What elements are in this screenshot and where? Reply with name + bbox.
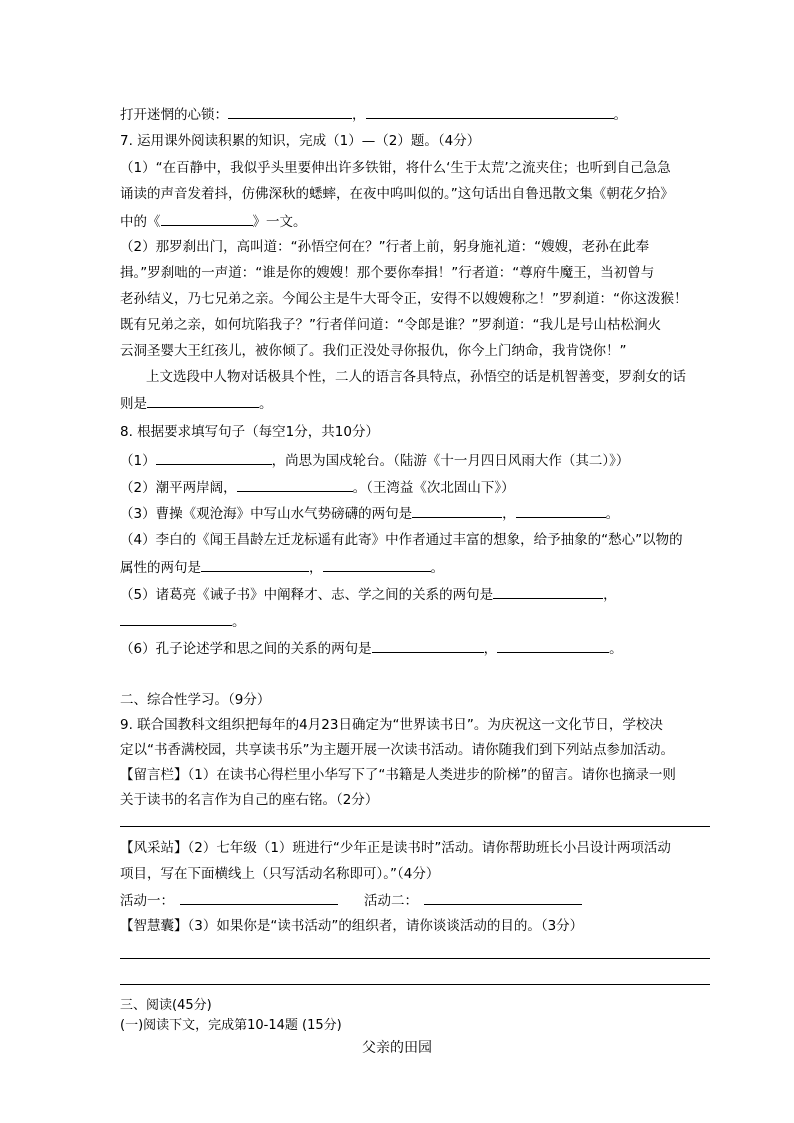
section-2-heading: 二、综合性学习。（9分） bbox=[120, 692, 271, 708]
answer-line-motto[interactable] bbox=[120, 826, 710, 827]
question-8: 8. 根据要求填写句子（每空1分，共10分） bbox=[120, 424, 379, 440]
text: 。 bbox=[232, 614, 246, 630]
q9-activities bbox=[120, 890, 582, 911]
q9-wisdom-bag: 【智慧囊】（3）如果你是“读书活动”的组织者，请你谈谈活动的目的。（3分） bbox=[120, 918, 584, 934]
text: ， bbox=[502, 506, 516, 522]
blank-q8-3b[interactable] bbox=[516, 503, 606, 518]
q9-style-station-2: 项目，写在下面横线上（只写活动名称即可）。”（4分） bbox=[120, 866, 440, 882]
q8-3 bbox=[120, 503, 619, 524]
blank-q8-4b[interactable] bbox=[323, 557, 431, 572]
text-unlock: 打开迷惘的心锁： bbox=[120, 107, 228, 123]
blank-2[interactable] bbox=[366, 104, 614, 119]
answer-line-purpose-1[interactable] bbox=[120, 958, 710, 959]
q9-style-station: 【风采站】（2）七年级（1）班进行“少年正是读书时”活动。请你帮助班长小吕设计两项活动 bbox=[120, 840, 671, 856]
q8-5-line-1 bbox=[120, 584, 617, 605]
text: ，尚思为国戍轮台。（陆游《十一月四日风雨大作（其二）》） bbox=[271, 453, 630, 469]
text: 则是 bbox=[120, 396, 147, 412]
q8-4-line-2 bbox=[120, 557, 444, 578]
text: 》一文。 bbox=[252, 214, 307, 230]
text: 。 bbox=[430, 560, 444, 576]
blank-q8-1[interactable] bbox=[156, 450, 272, 465]
q7-1-line-2: 诵读的声音发着抖，仿佛深秋的蟋蟀，在夜中呜叫似的。”这句话出自鲁迅散文集《朝花夕拾》 bbox=[120, 186, 674, 202]
blank-activity-1[interactable] bbox=[180, 890, 338, 905]
text: 中的《 bbox=[120, 214, 161, 230]
text: ， bbox=[309, 560, 323, 576]
blank-q8-5a[interactable] bbox=[493, 584, 603, 599]
text: ， bbox=[603, 587, 617, 603]
q9-message-board-2: 关于读书的名言作为自己的座右铭。（2分） bbox=[120, 792, 379, 808]
text: （2）潮平两岸阔， bbox=[120, 480, 237, 496]
blank-1[interactable] bbox=[228, 104, 352, 119]
q8-6 bbox=[120, 638, 623, 659]
text: ， bbox=[483, 641, 498, 657]
text: 。 bbox=[259, 396, 273, 412]
q9-line-1: 9. 联合国教科文组织把每年的4月23日确定为“世界读书日”。为庆祝这一文化节日，学校决 bbox=[120, 717, 663, 733]
text: 。 bbox=[605, 506, 620, 522]
q7-2-line-3: 老孙结义，乃七兄弟之亲。今闻公主是牛大哥令正，安得不以嫂嫂称之！”罗刹道：“你这泼猴！ bbox=[120, 291, 688, 307]
q8-1 bbox=[120, 450, 629, 471]
text: （1） bbox=[120, 453, 156, 469]
text: （3）曹操《观沧海》中写山水气势磅礴的两句是 bbox=[120, 506, 413, 522]
blank-q8-4a[interactable] bbox=[201, 557, 309, 572]
text: （6）孔子论述学和思之间的关系的两句是 bbox=[120, 641, 372, 657]
q9-line-2: 定以“书香满校园，共享读书乐”为主题开展一次读书活动。请你随我们到下列站点参加活动。 bbox=[120, 742, 674, 758]
label-activity-2: 活动二： bbox=[364, 893, 418, 909]
q8-2 bbox=[120, 477, 515, 498]
q8-5-line-2 bbox=[120, 611, 246, 632]
passage-title: 父亲的田园 bbox=[362, 1040, 432, 1056]
blank-q7-1[interactable] bbox=[161, 211, 253, 226]
q7-2-line-2: 揖。”罗刹咄的一声道：“谁是你的嫂嫂！那个要你奉揖！”行者道：“尊府牛魔王，当初曾与 bbox=[120, 265, 655, 281]
q7-1-line-1: （1）“在百静中，我似乎头里要伸出许多铁钳，将什么‘生于太荒’之流夹住；也听到自己急急 bbox=[120, 160, 671, 176]
section-3-heading: 三、阅读(45分) bbox=[120, 998, 212, 1013]
label-activity-1: 活动一： bbox=[120, 893, 174, 909]
answer-line-purpose-2[interactable] bbox=[120, 984, 710, 985]
blank-activity-2[interactable] bbox=[424, 890, 582, 905]
text: 。 bbox=[609, 641, 623, 657]
q7-2-line-4: 既有兄弟之亲，如何坑陷我子？”行者佯问道：“令郎是谁？”罗刹道：“我儿是号山枯松涧火 bbox=[120, 317, 661, 333]
q7-2-line-1: （2）那罗刹出门，高叫道：“孙悟空何在？”行者上前，躬身施礼道：“嫂嫂，老孙在此奉 bbox=[120, 239, 650, 255]
blank-q8-2[interactable] bbox=[237, 477, 353, 492]
comma: ， bbox=[352, 107, 366, 123]
question-7: 7. 运用课外阅读积累的知识，完成（1）—（2）题。（4分） bbox=[120, 133, 481, 149]
text: 。（王湾益《次北固山下》） bbox=[352, 480, 515, 496]
q7-1-line-3 bbox=[120, 211, 307, 232]
q8-4-line-1: （4）李白的《闻王昌龄左迁龙标遥有此寄》中作者通过丰富的想象，给予抽象的“愁心”以物的 bbox=[120, 532, 683, 548]
blank-q8-5b[interactable] bbox=[120, 611, 232, 626]
blank-q7-2[interactable] bbox=[147, 393, 259, 408]
blank-q8-6a[interactable] bbox=[372, 638, 484, 653]
q7-2-line-6: 上文选段中人物对话极具个性，二人的语言各具特点，孙悟空的话是机智善变，罗刹女的话 bbox=[146, 369, 686, 385]
q9-message-board: 【留言栏】（1）在读书心得栏里小华写下了“书籍是人类进步的阶梯”的留言。请你也摘录一则 bbox=[120, 767, 676, 783]
q7-2-line-7 bbox=[120, 393, 273, 414]
reading-1-heading: (一)阅读下文，完成第10-14题 (15分) bbox=[120, 1018, 342, 1033]
text: 属性的两句是 bbox=[120, 560, 201, 576]
line-unlock bbox=[120, 104, 627, 125]
q7-2-line-5: 云洞圣婴大王红孩儿，被你倾了。我们正没处寻你报仇，你今上门纳命，我肯饶你！” bbox=[120, 343, 627, 359]
text: （5）诸葛亮《诫子书》中阐释才、志、学之间的关系的两句是 bbox=[120, 587, 494, 603]
blank-q8-3a[interactable] bbox=[412, 503, 502, 518]
period: 。 bbox=[613, 107, 627, 123]
blank-q8-6b[interactable] bbox=[497, 638, 609, 653]
